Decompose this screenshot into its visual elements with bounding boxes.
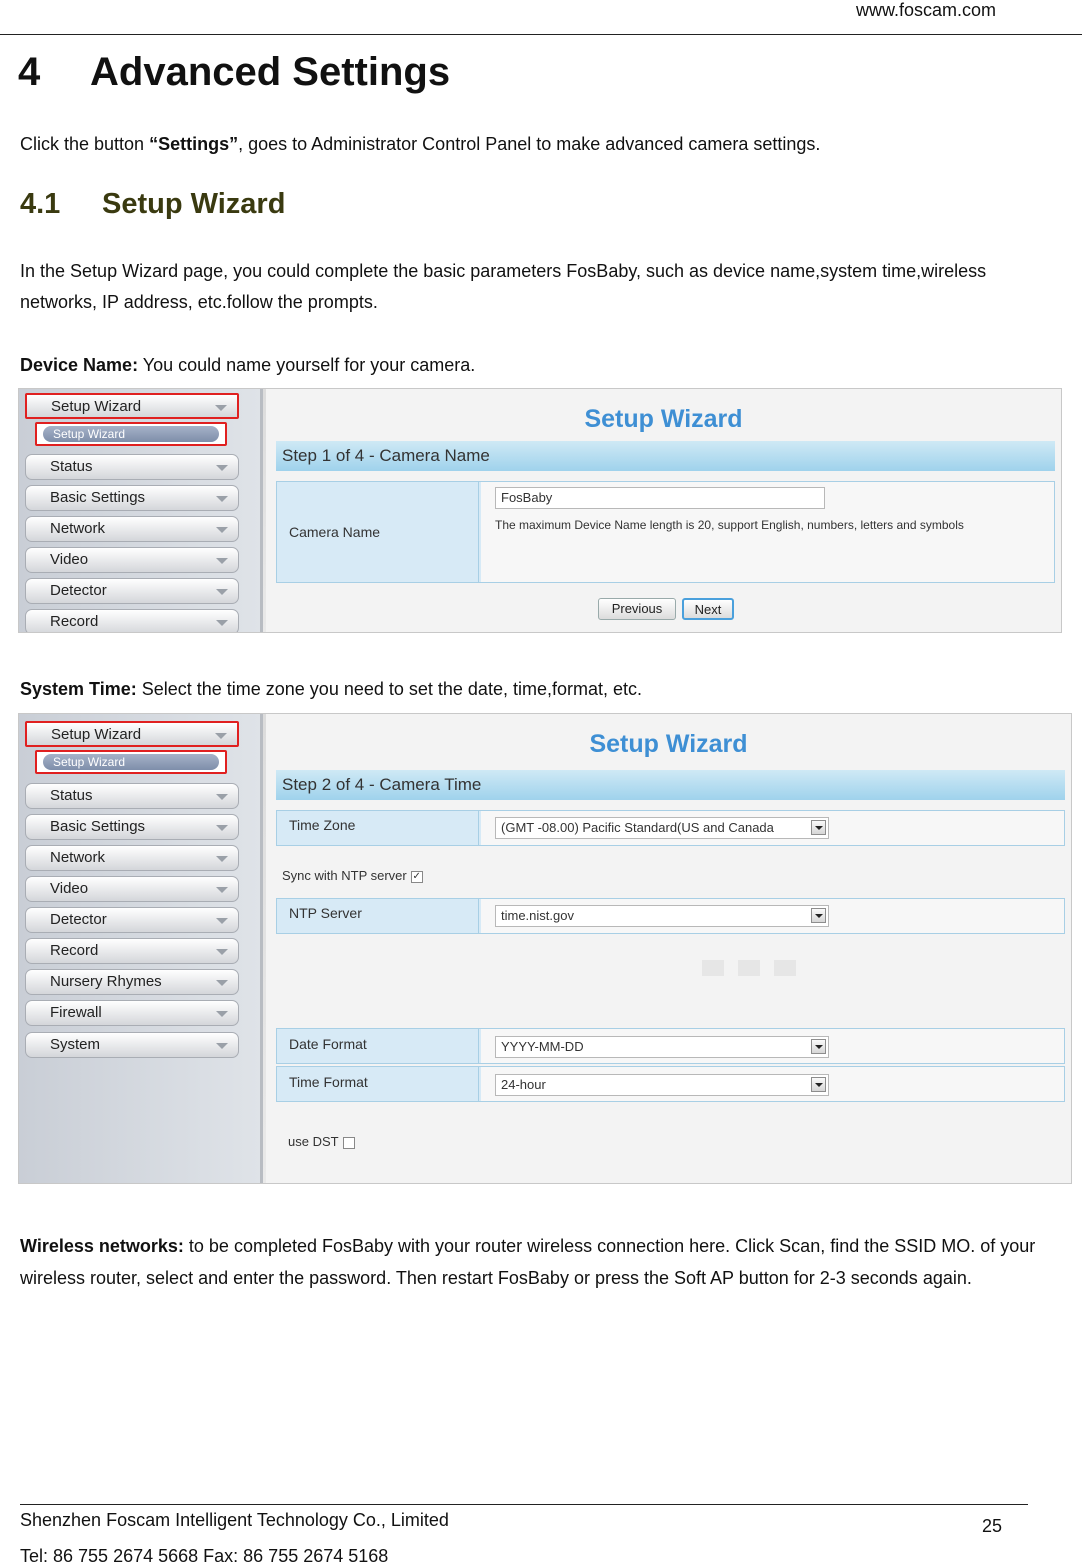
menu-label: Record (50, 613, 99, 630)
intro-paragraph (20, 134, 820, 155)
manual-time-fields (702, 960, 810, 979)
system-time-text: Select the time zone you need to set the date, time,format, etc. (136, 679, 642, 699)
chevron-down-icon (216, 794, 228, 800)
chevron-down-icon (216, 1011, 228, 1017)
settings-sidebar (19, 389, 263, 632)
settings-sidebar (19, 714, 263, 1183)
page-number: 25 (982, 1516, 1003, 1536)
ntp-server-selected: time.nist.gov (501, 908, 574, 923)
menu-status[interactable] (25, 783, 239, 809)
chevron-down-icon (216, 465, 228, 471)
chevron-down-icon (216, 527, 228, 533)
menu-video[interactable] (25, 876, 239, 902)
setup-wizard-description: In the Setup Wizard page, you could complete the basic parameters FosBaby, such as device name,system time,wireless networks, IP address, etc.follow the prompts. (20, 261, 987, 312)
date-format-row (276, 1028, 1065, 1064)
menu-label: Detector (50, 911, 107, 928)
wizard-panel (266, 714, 1071, 1183)
time-format-label: Time Format (277, 1067, 479, 1101)
chevron-down-icon (216, 918, 228, 924)
time-format-row (276, 1066, 1065, 1102)
menu-record[interactable] (25, 609, 239, 633)
menu-label: Status (50, 787, 93, 804)
camera-name-value-cell (481, 482, 1054, 582)
menu-setup-wizard[interactable] (25, 721, 239, 747)
section-heading (18, 50, 450, 95)
section-title: Advanced Settings (90, 50, 451, 94)
chevron-down-icon (216, 887, 228, 893)
section-number: 4 (18, 50, 41, 94)
camera-name-screenshot (18, 388, 1062, 633)
time-zone-row (276, 810, 1065, 846)
time-zone-select[interactable] (495, 817, 829, 839)
time-format-select[interactable] (495, 1074, 829, 1096)
menu-label: Setup Wizard (51, 726, 142, 743)
submenu-setup-wizard[interactable] (35, 750, 227, 774)
menu-basic-settings[interactable] (25, 814, 239, 840)
menu-record[interactable] (25, 938, 239, 964)
menu-label: Status (50, 458, 93, 475)
menu-network[interactable] (25, 516, 239, 542)
website-url[interactable]: www.foscam.com (855, 0, 996, 20)
menu-label: Network (50, 849, 106, 866)
chevron-down-icon (216, 949, 228, 955)
footer-divider (20, 1504, 1028, 1505)
dropdown-arrow-icon[interactable] (811, 1077, 826, 1092)
ntp-server-label: NTP Server (277, 899, 479, 933)
ntp-server-value-cell (481, 899, 1064, 933)
menu-label: Video (50, 880, 89, 897)
step-header: Step 1 of 4 - Camera Name (276, 441, 1055, 471)
menu-firewall[interactable] (25, 1000, 239, 1026)
intro-settings-keyword: “Settings” (149, 134, 239, 154)
chevron-down-icon (216, 856, 228, 862)
date-format-value-cell (481, 1029, 1064, 1063)
intro-text-end: , goes to Administrator Control Panel to make advanced camera settings. (238, 134, 821, 154)
menu-label: Nursery Rhymes (50, 973, 162, 990)
time-format-value-cell (481, 1067, 1064, 1101)
submenu-label: Setup Wizard (43, 426, 219, 442)
wizard-title: Setup Wizard (589, 730, 748, 758)
footer-company: Shenzhen Foscam Intelligent Technology Co., Limited (20, 1510, 449, 1530)
subsection-title: Setup Wizard (102, 188, 286, 220)
menu-system[interactable] (25, 1032, 239, 1058)
chevron-down-icon (215, 733, 227, 739)
chevron-down-icon (216, 620, 228, 626)
time-zone-selected: (GMT -08.00) Pacific Standard(US and Canada (501, 820, 774, 835)
header-divider (0, 34, 1082, 35)
previous-button[interactable]: Previous (598, 598, 676, 620)
sync-ntp-checkbox[interactable]: ✓ (412, 870, 421, 882)
time-zone-value-cell (481, 811, 1064, 845)
dropdown-arrow-icon[interactable] (811, 820, 826, 835)
footer-contact: Tel: 86 755 2674 5668 Fax: 86 755 2674 5168 (20, 1546, 389, 1566)
chevron-down-icon (216, 980, 228, 986)
wizard-title: Setup Wizard (584, 405, 743, 433)
menu-basic-settings[interactable] (25, 485, 239, 511)
camera-name-row (276, 481, 1055, 583)
subsection-number: 4.1 (20, 188, 61, 220)
sync-ntp-label: Sync with NTP server (282, 868, 407, 883)
wireless-networks-text: to be completed FosBaby with your router wireless connection here. Click Scan, find the SSID MO. of your wireless router, select and enter the password. Then restart FosBaby or press the Soft AP button for 2-3 seconds again. (20, 1236, 1036, 1288)
menu-label: Basic Settings (50, 489, 146, 506)
device-name-text: You could name yourself for your camera. (138, 355, 476, 375)
camera-name-input[interactable]: FosBaby (495, 487, 825, 509)
chevron-down-icon (216, 1043, 228, 1049)
step-header: Step 2 of 4 - Camera Time (276, 770, 1065, 800)
minute-field (738, 960, 760, 976)
sync-ntp-option (282, 868, 423, 883)
camera-time-screenshot (18, 713, 1072, 1184)
date-format-select[interactable] (495, 1036, 829, 1058)
menu-label: Detector (50, 582, 107, 599)
menu-detector[interactable] (25, 907, 239, 933)
date-format-label: Date Format (277, 1029, 479, 1063)
menu-label: Record (50, 942, 99, 959)
use-dst-checkbox[interactable] (343, 1137, 355, 1149)
menu-label: Firewall (50, 1004, 102, 1021)
ntp-server-row (276, 898, 1065, 934)
menu-label: Network (50, 520, 106, 537)
wireless-networks-label: Wireless networks: (20, 1236, 184, 1256)
second-field (774, 960, 796, 976)
camera-name-hint: The maximum Device Name length is 20, support English, numbers, letters and symbols (495, 518, 964, 532)
system-time-paragraph (20, 679, 642, 700)
submenu-setup-wizard[interactable] (35, 422, 227, 446)
menu-network[interactable] (25, 845, 239, 871)
ntp-server-select[interactable] (495, 905, 829, 927)
system-time-label: System Time: (20, 679, 137, 699)
menu-label: Setup Wizard (51, 398, 142, 415)
chevron-down-icon (216, 825, 228, 831)
menu-label: System (50, 1036, 101, 1053)
menu-nursery-rhymes[interactable] (25, 969, 239, 995)
menu-detector[interactable] (25, 578, 239, 604)
menu-label: Basic Settings (50, 818, 146, 835)
subsection-heading (20, 188, 285, 221)
chevron-down-icon (215, 405, 227, 411)
time-zone-label: Time Zone (277, 811, 479, 845)
camera-name-label: Camera Name (277, 482, 479, 582)
device-name-paragraph (20, 355, 475, 376)
chevron-down-icon (216, 558, 228, 564)
wireless-networks-paragraph (20, 1230, 1050, 1294)
menu-label: Video (50, 551, 89, 568)
date-format-selected: YYYY-MM-DD (501, 1039, 584, 1054)
use-dst-label: use DST (288, 1134, 339, 1149)
hour-field (702, 960, 724, 976)
intro-text-start: Click the button (20, 134, 150, 154)
chevron-down-icon (216, 589, 228, 595)
dropdown-arrow-icon[interactable] (811, 908, 826, 923)
next-button[interactable]: Next (682, 598, 734, 620)
time-format-selected: 24-hour (501, 1077, 546, 1092)
use-dst-option (288, 1134, 355, 1149)
wizard-panel (266, 389, 1061, 632)
menu-setup-wizard[interactable] (25, 393, 239, 419)
device-name-label: Device Name: (20, 355, 139, 375)
menu-status[interactable] (25, 454, 239, 480)
menu-video[interactable] (25, 547, 239, 573)
submenu-label: Setup Wizard (43, 754, 219, 770)
chevron-down-icon (216, 496, 228, 502)
dropdown-arrow-icon[interactable] (811, 1039, 826, 1054)
